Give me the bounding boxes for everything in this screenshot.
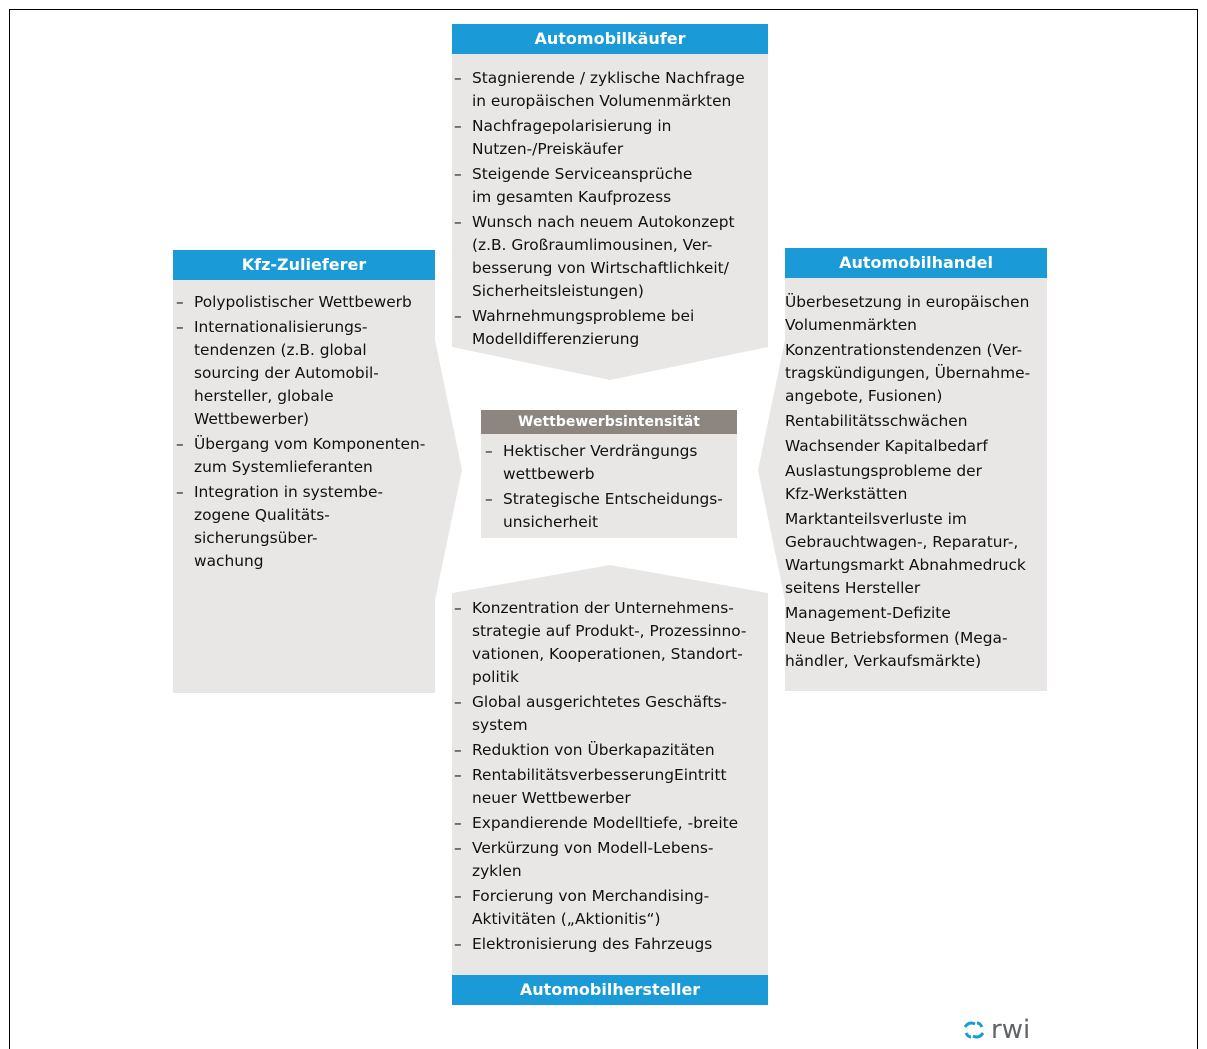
rwi-logo-icon xyxy=(963,1021,985,1039)
list-item: – Verkürzung von Modell-Lebens- zyklen xyxy=(454,837,766,883)
list-item: Neue Betriebsformen (Mega- händler, Verkaufsmärkte) xyxy=(785,629,1008,670)
list-item: Marktanteilsverluste im Gebrauchtwagen-, Reparatur-, Wartungsmarkt Abnahmedruck seitens Hersteller xyxy=(785,510,1026,597)
list-item: – Stagnierende / zyklische Nachfrage in europäischen Volumenmärkten xyxy=(454,67,766,113)
list-item: – Nachfragepolarisierung in Nutzen-/Preiskäufer xyxy=(454,115,766,161)
list-item: – Internationalisierungs- tendenzen (z.B. global sourcing der Automobil- hersteller, globale Wettbewerber) xyxy=(176,316,436,431)
list-item: – Global ausgerichtetes Geschäfts- system xyxy=(454,691,766,737)
list-item: Wachsender Kapitalbedarf xyxy=(785,437,988,455)
bottom-item-list xyxy=(454,597,766,958)
left-header: Kfz-Zulieferer xyxy=(173,250,435,280)
list-item: – Hektischer Verdrängungs wettbewerb xyxy=(485,440,735,486)
list-item: Rentabilitätsschwächen xyxy=(785,412,968,430)
list-item: – Strategische Entscheidungs- unsicherheit xyxy=(485,488,735,534)
list-item: – Polypolistischer Wettbewerb xyxy=(176,291,436,314)
list-item: – Integration in systembe- zogene Qualitäts- sicherungsüber- wachung xyxy=(176,481,436,573)
list-item: – Konzentration der Unternehmens- strategie auf Produkt-, Prozessinno- vationen, Kooperationen, Standort- politik xyxy=(454,597,766,689)
right-item-list xyxy=(785,291,1047,675)
list-item: – RentabilitätsverbesserungEintritt neuer Wettbewerber xyxy=(454,764,766,810)
center-item-list xyxy=(485,440,735,536)
top-item-list xyxy=(454,67,766,353)
list-item: Management-Defizite xyxy=(785,604,951,622)
center-header: Wettbewerbsintensität xyxy=(481,410,737,434)
list-item: Konzentrationstendenzen (Ver- tragskündigungen, Übernahme- angebote, Fusionen) xyxy=(785,341,1031,405)
list-item: – Übergang vom Komponenten- zum Systemlieferanten xyxy=(176,433,436,479)
list-item: – Elektronisierung des Fahrzeugs xyxy=(454,933,766,956)
list-item: – Forcierung von Merchandising- Aktivitäten („Aktionitis“) xyxy=(454,885,766,931)
list-item: Überbesetzung in europäischen Volumenmärkten xyxy=(785,293,1030,334)
rwi-logo-text: rwi xyxy=(991,1015,1031,1045)
list-item: – Wunsch nach neuem Autokonzept (z.B. Großraumlimousinen, Ver- besserung von Wirtschaftlichkeit/ Sicherheitsleistungen) xyxy=(454,211,766,303)
rwi-logo xyxy=(963,1016,1053,1044)
list-item: Auslastungsprobleme der Kfz-Werkstätten xyxy=(785,462,982,503)
list-item: – Steigende Serviceansprüche im gesamten Kaufprozess xyxy=(454,163,766,209)
right-header: Automobilhandel xyxy=(785,248,1047,278)
top-header: Automobilkäufer xyxy=(452,24,768,54)
bottom-header: Automobilhersteller xyxy=(452,975,768,1005)
list-item: – Expandierende Modelltiefe, -breite xyxy=(454,812,766,835)
left-item-list xyxy=(176,291,436,575)
list-item: – Wahrnehmungsprobleme bei Modelldifferenzierung xyxy=(454,305,766,351)
list-item: – Reduktion von Überkapazitäten xyxy=(454,739,766,762)
